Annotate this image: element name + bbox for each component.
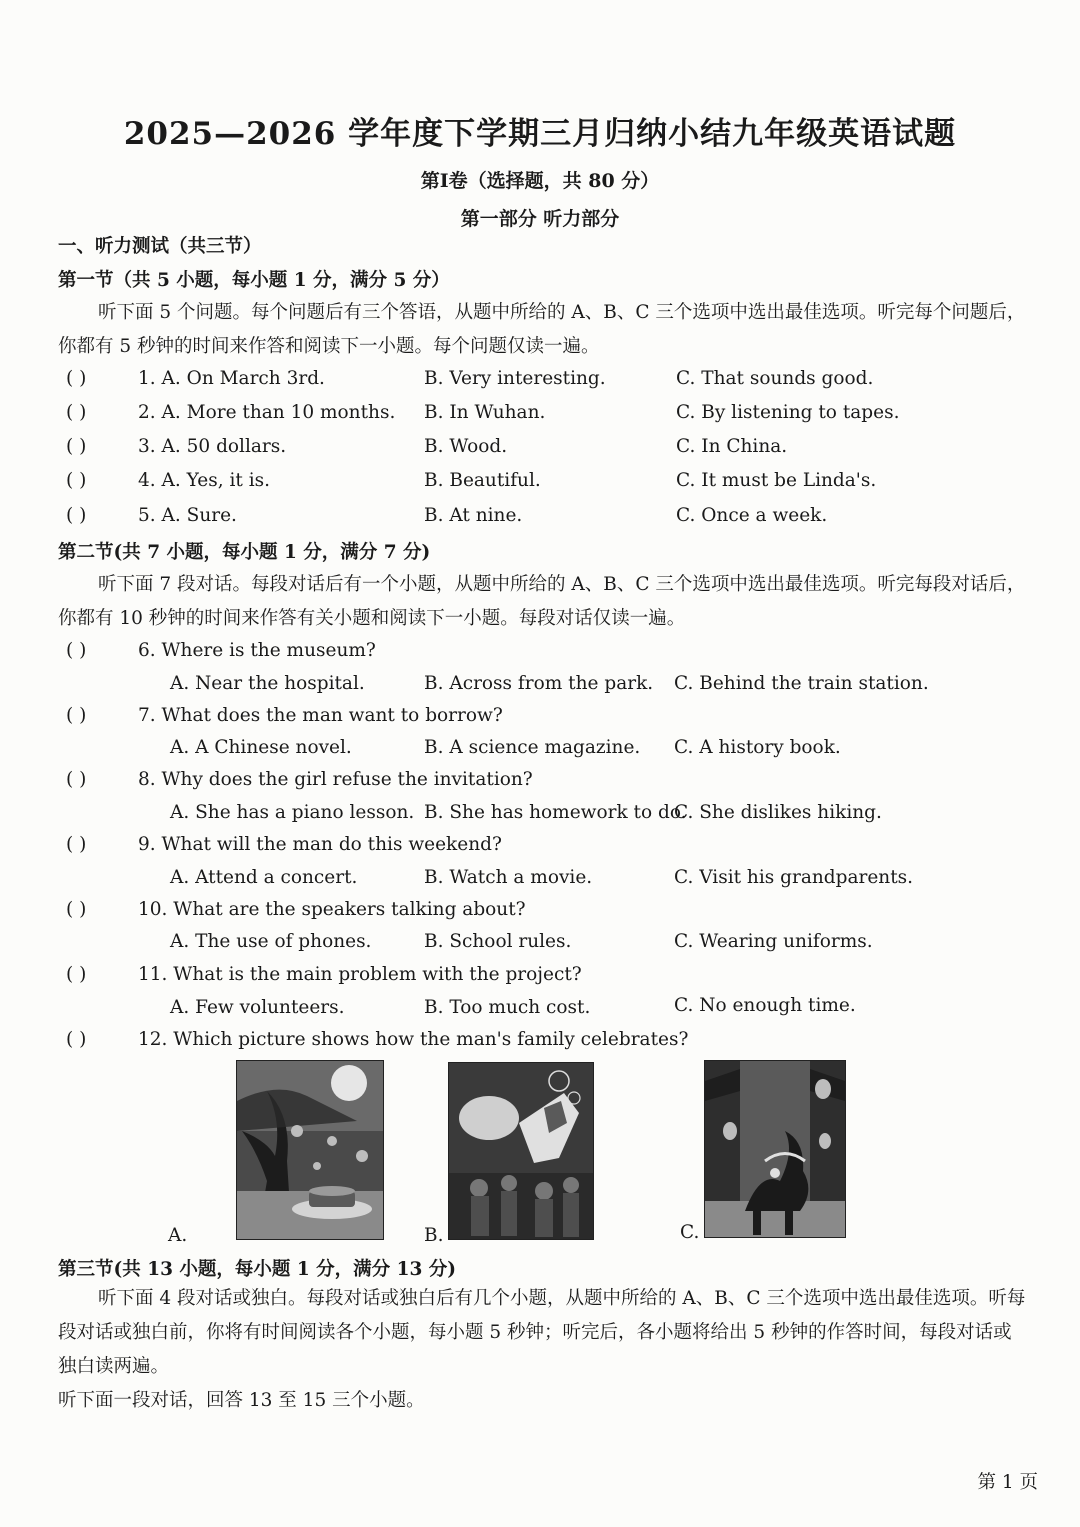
option-c: C. A history book. xyxy=(674,737,841,758)
question-11 xyxy=(66,964,582,985)
question-7 xyxy=(66,705,503,726)
question-8 xyxy=(66,769,533,790)
picture-a-label: A. xyxy=(168,1225,188,1246)
question-2 xyxy=(66,402,395,423)
section1-heading: 第一节（共 5 小题，每小题 1 分，满分 5 分） xyxy=(58,270,450,291)
question-stem: 8. Why does the girl refuse the invitation? xyxy=(138,769,533,790)
option-c: C. It must be Linda's. xyxy=(676,470,877,491)
option-c: C. Visit his grandparents. xyxy=(674,867,914,888)
question-stem: 9. What will the man do this weekend? xyxy=(138,834,502,855)
question-stem: 3. A. 50 dollars. xyxy=(138,436,287,457)
section3-prompt: 听下面一段对话，回答 13 至 15 三个小题。 xyxy=(58,1390,425,1411)
option-a: A. Few volunteers. xyxy=(170,997,345,1018)
option-c: C. Once a week. xyxy=(676,505,828,526)
option-c: C. She dislikes hiking. xyxy=(674,802,882,823)
option-a: A. Attend a concert. xyxy=(170,867,358,888)
section3-instructions: 听下面 4 段对话或独白。每段对话或独白后有几个小题，从题中所给的 A、B、C 三个选项中选出最佳选项。听每段对话或独白前，你将有时间阅读各个小题，每小题 5 秒钟；听完后，各小题将给出 5 秒钟的作答时间，每段对话或独白读两遍。 xyxy=(58,1288,1026,1377)
answer-blank[interactable]: ( ) xyxy=(66,368,87,389)
question-4 xyxy=(66,470,270,491)
answer-blank[interactable]: ( ) xyxy=(66,402,87,423)
option-b: B. Watch a movie. xyxy=(424,867,593,888)
option-b: B. In Wuhan. xyxy=(424,402,546,423)
answer-blank[interactable]: ( ) xyxy=(66,899,87,920)
question-10 xyxy=(66,899,526,920)
option-b: B. Very interesting. xyxy=(424,368,606,389)
picture-a-moon-festival[interactable] xyxy=(236,1060,384,1240)
section2-heading: 第二节(共 7 小题，每小题 1 分，满分 7 分) xyxy=(58,542,431,563)
part-heading: 第一部分 听力部分 xyxy=(460,208,620,230)
section2-instructions: 听下面 7 段对话。每段对话后有一个小题，从题中所给的 A、B、C 三个选项中选出最佳选项。听完每段对话后，你都有 10 秒钟的时间来作答有关小题和阅读下一小题。每段对话仅读一遍。 xyxy=(58,574,1026,629)
question-stem: 5. A. Sure. xyxy=(138,505,237,526)
option-b: B. School rules. xyxy=(424,931,572,952)
option-b: B. Too much cost. xyxy=(424,997,591,1018)
answer-blank[interactable]: ( ) xyxy=(66,705,87,726)
section1-instructions: 听下面 5 个问题。每个问题后有三个答语，从题中所给的 A、B、C 三个选项中选出最佳选项。听完每个问题后，你都有 5 秒钟的时间来作答和阅读下一小题。每个问题仅读一遍。 xyxy=(58,302,1026,357)
page-number: 第 1 页 xyxy=(977,1472,1038,1493)
question-6 xyxy=(66,640,376,661)
option-a: A. The use of phones. xyxy=(170,931,372,952)
question-stem: 7. What does the man want to borrow? xyxy=(138,705,503,726)
option-c: C. No enough time. xyxy=(674,995,856,1016)
option-b: B. A science magazine. xyxy=(424,737,641,758)
option-b: B. Wood. xyxy=(424,436,508,457)
option-b: B. At nine. xyxy=(424,505,523,526)
option-c: C. Behind the train station. xyxy=(674,673,929,694)
option-c: C. That sounds good. xyxy=(676,368,874,389)
question-stem: 12. Which picture shows how the man's family celebrates? xyxy=(138,1029,689,1050)
listening-heading: 一、听力测试（共三节） xyxy=(58,236,262,257)
question-1 xyxy=(66,368,325,389)
question-stem: 4. A. Yes, it is. xyxy=(138,470,270,491)
option-b: B. She has homework to do. xyxy=(424,802,687,823)
option-c: C. In China. xyxy=(676,436,788,457)
answer-blank[interactable]: ( ) xyxy=(66,1029,87,1050)
answer-blank[interactable]: ( ) xyxy=(66,640,87,661)
question-stem: 1. A. On March 3rd. xyxy=(138,368,325,389)
exam-title: 2025—2026 学年度下学期三月归纳小结九年级英语试题 xyxy=(123,116,957,152)
picture-b-label: B. xyxy=(424,1225,444,1246)
question-stem: 2. A. More than 10 months. xyxy=(138,402,396,423)
question-stem: 6. Where is the museum? xyxy=(138,640,376,661)
option-c: C. Wearing uniforms. xyxy=(674,931,873,952)
answer-blank[interactable]: ( ) xyxy=(66,834,87,855)
question-5 xyxy=(66,505,237,526)
option-c: C. By listening to tapes. xyxy=(676,402,900,423)
question-9 xyxy=(66,834,502,855)
picture-c-dragon-dance[interactable] xyxy=(704,1060,846,1238)
answer-blank[interactable]: ( ) xyxy=(66,505,87,526)
option-b: B. Beautiful. xyxy=(424,470,541,491)
answer-blank[interactable]: ( ) xyxy=(66,964,87,985)
option-a: A. She has a piano lesson. xyxy=(170,802,415,823)
option-b: B. Across from the park. xyxy=(424,673,654,694)
question-12 xyxy=(66,1029,688,1050)
option-a: A. A Chinese novel. xyxy=(170,737,352,758)
answer-blank[interactable]: ( ) xyxy=(66,470,87,491)
picture-b-lantern-festival[interactable] xyxy=(448,1062,594,1240)
option-a: A. Near the hospital. xyxy=(170,673,365,694)
question-3 xyxy=(66,436,286,457)
answer-blank[interactable]: ( ) xyxy=(66,436,87,457)
question-stem: 10. What are the speakers talking about? xyxy=(138,899,526,920)
volume-heading: 第Ⅰ卷（选择题，共 80 分） xyxy=(420,170,660,192)
section3-heading: 第三节(共 13 小题，每小题 1 分，满分 13 分) xyxy=(58,1259,457,1280)
answer-blank[interactable]: ( ) xyxy=(66,769,87,790)
question-stem: 11. What is the main problem with the project? xyxy=(138,964,582,985)
picture-c-label: C. xyxy=(680,1222,700,1243)
